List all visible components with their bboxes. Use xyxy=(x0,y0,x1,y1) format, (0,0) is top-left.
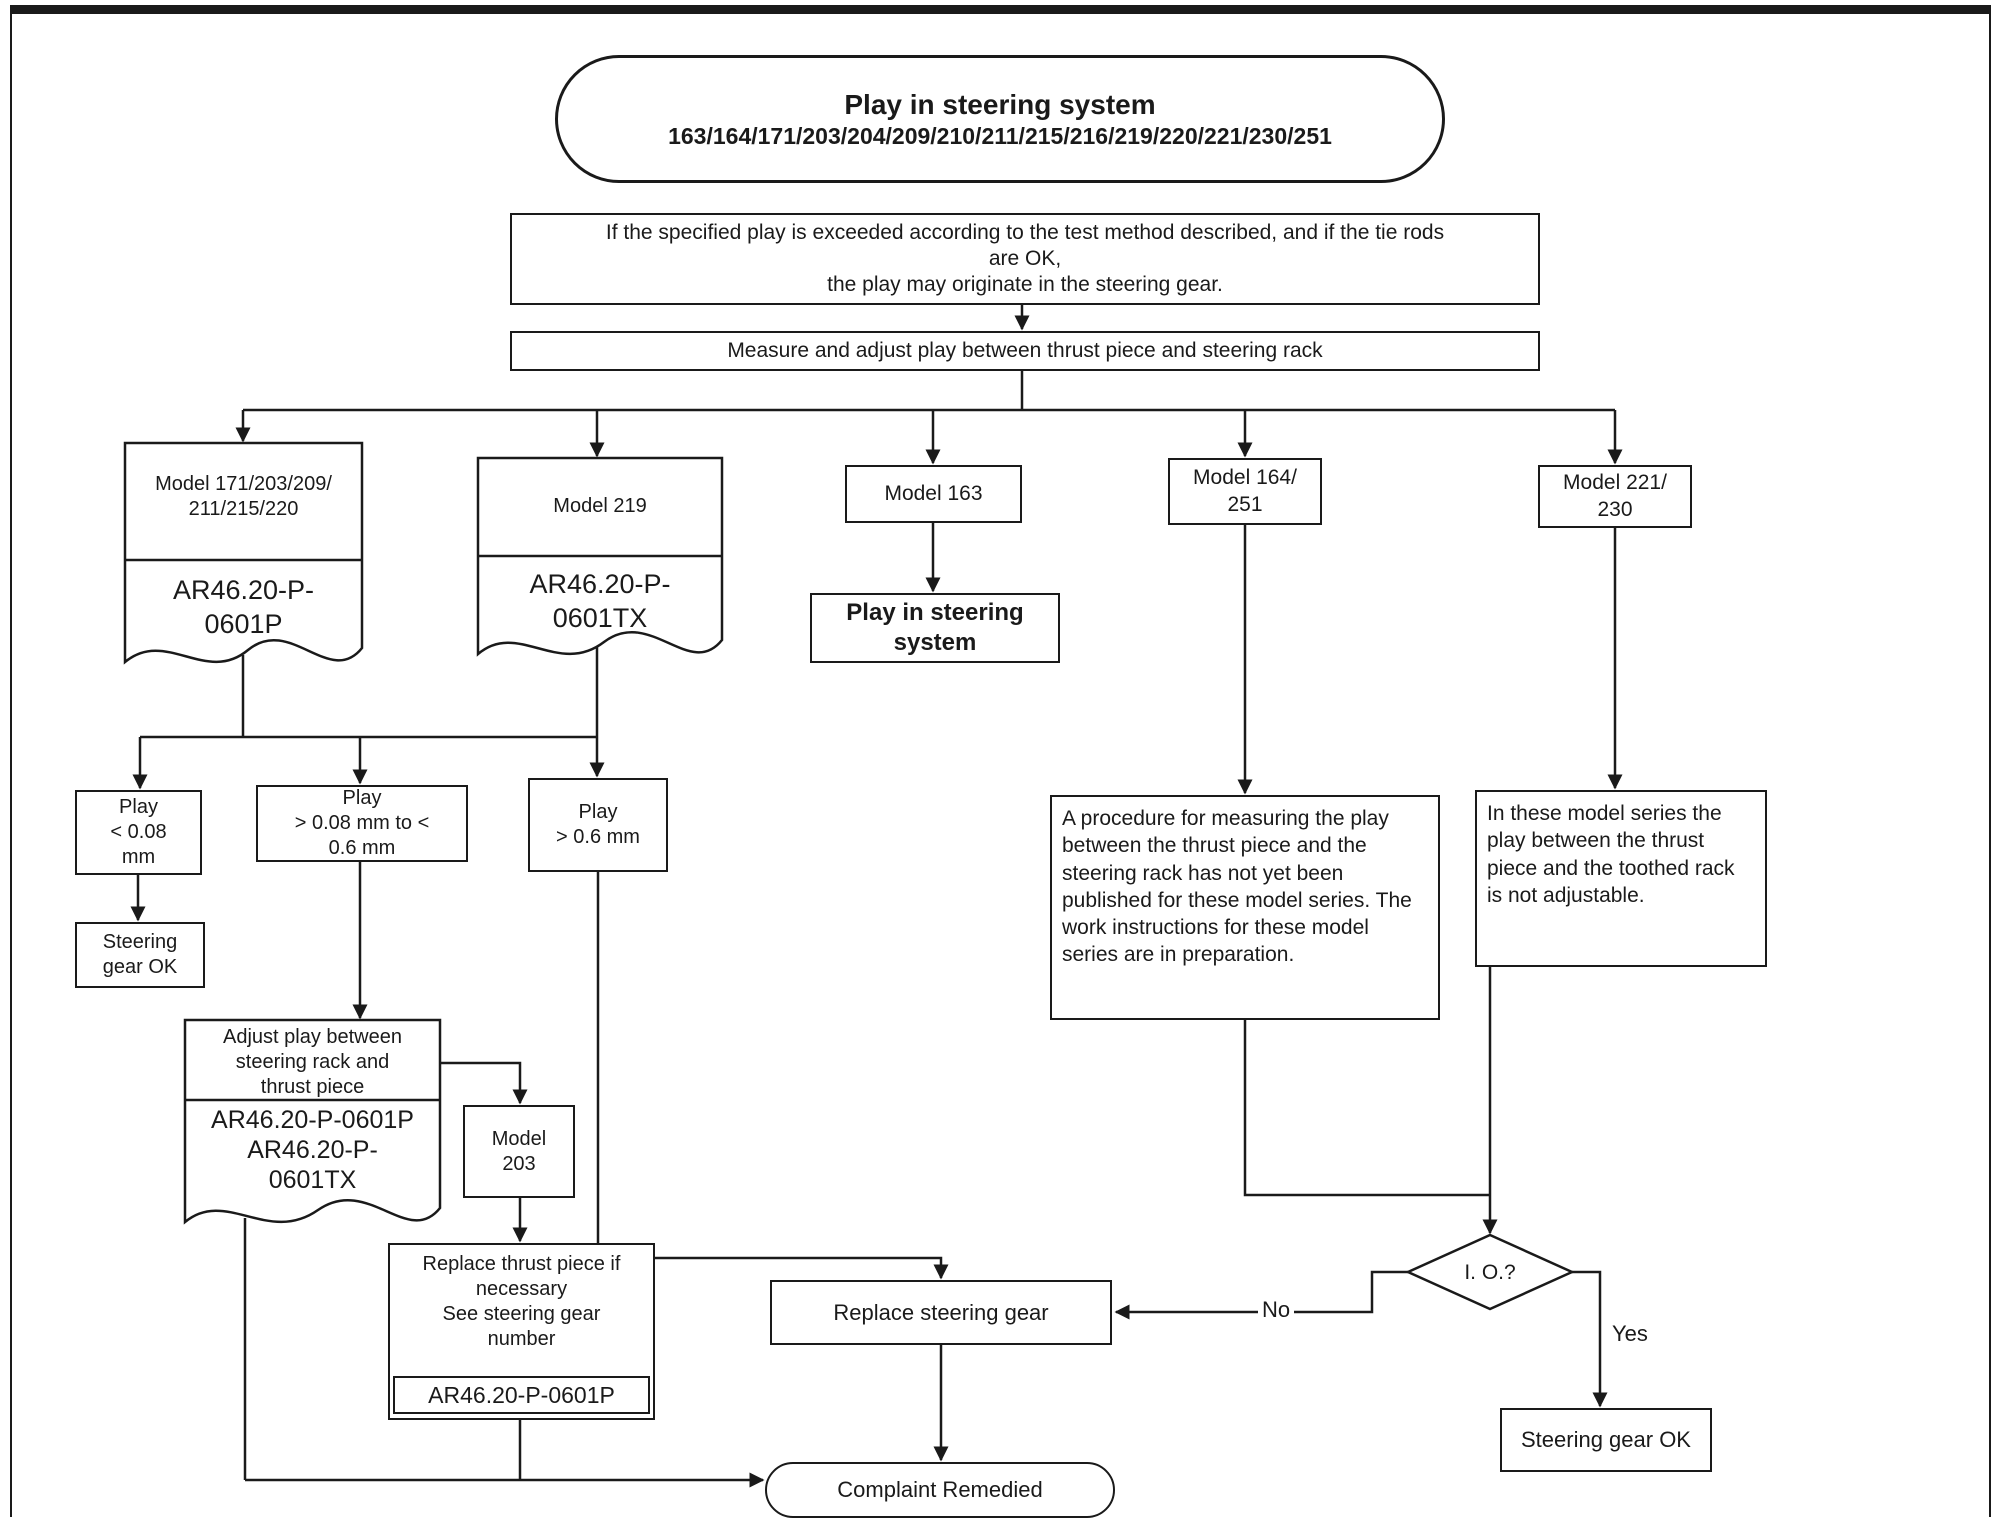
play-mid-line1: Play xyxy=(342,787,382,809)
play-lt-line1: Play xyxy=(119,796,158,818)
doc-model-219-code-line2: 0601TX xyxy=(552,602,648,633)
doc-models-171-code-line1: AR46.20-P- xyxy=(172,575,315,605)
measure-text: Measure and adjust play between thrust piece and steering rack xyxy=(727,338,1323,362)
doc-adjust-code-line3: 0601TX xyxy=(268,1166,357,1194)
doc-adjust-header xyxy=(185,1025,440,1100)
play-gt-box xyxy=(528,778,668,872)
replace-thrust-code-box xyxy=(393,1376,650,1414)
steering-gear-ok-right-box xyxy=(1500,1408,1712,1472)
play-mid-box xyxy=(256,785,468,862)
play-lt-line2: < 0.08 xyxy=(110,821,167,843)
play-in-steering-line2: system xyxy=(893,629,977,656)
model-221-230-line1: Model 221/ xyxy=(1563,471,1667,495)
title-node xyxy=(555,55,1445,183)
complaint-remedied-text: Complaint Remedied xyxy=(837,1477,1043,1503)
decision-label xyxy=(1408,1260,1572,1286)
model-203-line2: 203 xyxy=(502,1152,536,1175)
intro-line1: If the specified play is exceeded according to the test method described, and if the tie rods xyxy=(605,220,1445,244)
no-label: No xyxy=(1258,1298,1294,1322)
yes-label: Yes xyxy=(1612,1321,1648,1346)
procedure-note-text: A procedure for measuring the play between the thrust piece and the steering rack has not yet been published for these model series. The work instructions for these model series are in preparation. xyxy=(1062,807,1412,967)
c-decision-yes xyxy=(1572,1272,1600,1406)
model-163-label: Model 163 xyxy=(884,481,983,505)
doc-model-219-code xyxy=(478,568,722,636)
model-203-box xyxy=(463,1105,575,1198)
play-in-steering-line1: Play in steering xyxy=(846,599,1024,626)
model-221-230-box xyxy=(1538,465,1692,528)
steering-gear-ok-left-line1: Steering xyxy=(102,931,178,953)
doc-adjust-header-line1: Adjust play between xyxy=(222,1026,402,1048)
play-lt-line3: mm xyxy=(121,846,156,868)
doc-models-171-code-line2: 0601P xyxy=(204,608,283,639)
replace-thrust-line2: necessary xyxy=(475,1278,568,1300)
doc-model-219-header xyxy=(478,494,722,519)
play-gt-line2: > 0.6 mm xyxy=(556,826,640,848)
not-adjustable-note-text: In these model series the play between the thrust piece and the toothed rack is not adjustable. xyxy=(1487,802,1735,907)
doc-models-171-header xyxy=(125,472,362,522)
complaint-remedied-node xyxy=(765,1462,1115,1518)
model-164-251-line2: 251 xyxy=(1227,492,1263,516)
intro-line2: are OK, xyxy=(988,246,1062,270)
doc-adjust-code-line1: AR46.20-P-0601P xyxy=(211,1106,414,1134)
replace-thrust-line3: See steering gear xyxy=(442,1303,601,1325)
steering-gear-ok-left-box xyxy=(75,922,205,988)
play-mid-line3: 0.6 mm xyxy=(328,837,396,859)
doc-adjust-code-line2: AR46.20-P- xyxy=(247,1136,378,1164)
title-line1: Play in steering system xyxy=(844,89,1156,121)
replace-steering-gear-text: Replace steering gear xyxy=(833,1299,1049,1325)
not-adjustable-note-box xyxy=(1475,790,1767,967)
model-164-251-line1: Model 164/ xyxy=(1193,466,1297,490)
c-note-to-junction xyxy=(1245,1020,1490,1195)
replace-thrust-line4: number xyxy=(487,1328,556,1350)
steering-gear-ok-right-text: Steering gear OK xyxy=(1521,1427,1691,1453)
play-gt-line1: Play xyxy=(578,801,618,823)
procedure-note-box xyxy=(1050,795,1440,1020)
c-adjust-to-model203 xyxy=(440,1063,520,1103)
measure-box xyxy=(510,331,1540,371)
play-in-steering-box xyxy=(810,593,1060,663)
doc-models-171-header-line2: 211/215/220 xyxy=(188,498,299,520)
doc-model-219-header-line: Model 219 xyxy=(553,495,647,517)
model-203-line1: Model xyxy=(491,1127,547,1150)
model-163-box xyxy=(845,465,1022,523)
intro-box xyxy=(510,213,1540,305)
model-164-251-box xyxy=(1168,458,1322,525)
doc-models-171-code xyxy=(125,574,362,642)
doc-adjust-header-line3: thrust piece xyxy=(260,1076,365,1098)
decision-text: I. O.? xyxy=(1464,1261,1516,1284)
doc-models-171-header-line1: Model 171/203/209/ xyxy=(155,473,332,495)
doc-adjust-code xyxy=(185,1105,440,1195)
replace-steering-gear-box xyxy=(770,1280,1112,1345)
replace-thrust-code: AR46.20-P-0601P xyxy=(428,1381,615,1408)
doc-adjust-header-line2: steering rack and xyxy=(235,1051,390,1073)
play-lt-box xyxy=(75,790,202,875)
steering-gear-ok-left-line2: gear OK xyxy=(102,956,178,978)
replace-thrust-line1: Replace thrust piece if xyxy=(422,1253,621,1275)
play-mid-line2: > 0.08 mm to < xyxy=(294,812,430,834)
model-221-230-line2: 230 xyxy=(1597,497,1633,521)
intro-line3: the play may originate in the steering gear. xyxy=(827,273,1223,297)
doc-model-219-code-line1: AR46.20-P- xyxy=(529,569,671,599)
c-playgt-to-replacegear xyxy=(598,872,941,1278)
title-line2: 163/164/171/203/204/209/210/211/215/216/219/220/221/230/251 xyxy=(668,123,1332,150)
replace-thrust-box xyxy=(388,1243,655,1420)
